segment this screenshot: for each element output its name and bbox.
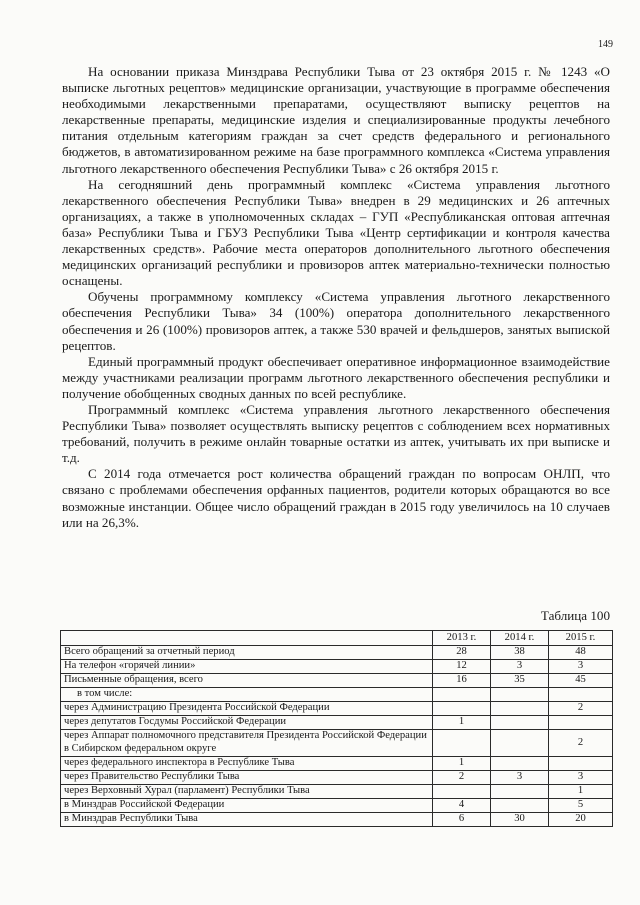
row-label: в том числе: — [61, 688, 433, 702]
paragraph: Программный комплекс «Система управления льготного лекарственного обеспечения Республики Тыва» позволяет осуществлять выписку рецептов с соблюдением всех нормативных требований, получить в режиме онлайн товарные остатки из аптек, учитывать их при выписке и т.д. — [62, 401, 610, 466]
value-2014 — [491, 785, 549, 799]
row-label: в Минздрав Республики Тыва — [61, 813, 433, 827]
body-text — [62, 64, 610, 531]
value-2014: 3 — [491, 771, 549, 785]
table-row — [61, 646, 613, 660]
value-2013: 2 — [433, 771, 491, 785]
value-2015 — [549, 688, 613, 702]
value-2015: 3 — [549, 771, 613, 785]
paragraph: На основании приказа Минздрава Республики Тыва от 23 октября 2015 г. № 1243 «О выписке льготных рецептов» медицинские организации, участвующие в программе обеспечения необходимыми лекарственными препаратами, осуществляют выписку рецептов на лекарственные препараты, медицинские изделия и специализированные продукты лечебного питания отдельным категориям граждан за счет средств федерального и регионального бюджетов, в автоматизированном режиме на базе программного комплекса «Система управления льготного лекарственного обеспечения Республики Тыва» с 26 октября 2015 г. — [62, 64, 610, 176]
table-row — [61, 771, 613, 785]
value-2014: 35 — [491, 674, 549, 688]
row-label: через депутатов Госдумы Российской Федерации — [61, 716, 433, 730]
value-2014 — [491, 799, 549, 813]
table-header-row — [61, 631, 613, 646]
value-2015: 1 — [549, 785, 613, 799]
table-row — [61, 674, 613, 688]
value-2013 — [433, 785, 491, 799]
value-2015: 48 — [549, 646, 613, 660]
table-row — [61, 799, 613, 813]
table-row — [61, 757, 613, 771]
page-number: 149 — [598, 39, 613, 50]
value-2013: 28 — [433, 646, 491, 660]
value-2013 — [433, 688, 491, 702]
row-label: через Аппарат полномочного представителя Президента Российской Федерации в Сибирском федеральном округе — [61, 730, 433, 757]
row-label: через федерального инспектора в Республике Тыва — [61, 757, 433, 771]
value-2014 — [491, 716, 549, 730]
value-2015: 5 — [549, 799, 613, 813]
value-2014 — [491, 757, 549, 771]
value-2013: 16 — [433, 674, 491, 688]
value-2015: 45 — [549, 674, 613, 688]
value-2014: 38 — [491, 646, 549, 660]
table-row — [61, 660, 613, 674]
table-row — [61, 813, 613, 827]
row-label: в Минздрав Российской Федерации — [61, 799, 433, 813]
value-2014 — [491, 702, 549, 716]
value-2013: 1 — [433, 757, 491, 771]
row-label: через Правительство Республики Тыва — [61, 771, 433, 785]
paragraph: С 2014 года отмечается рост количества обращений граждан по вопросам ОНЛП, что связано с проблемами обеспечения орфанных пациентов, родители которых обращаются во все возможные инстанции. Общее число обращений граждан в 2015 году увеличилось на 10 случаев или на 26,3%. — [62, 466, 610, 530]
value-2014 — [491, 688, 549, 702]
row-label: Всего обращений за отчетный период — [61, 646, 433, 660]
value-2013: 12 — [433, 660, 491, 674]
value-2014: 30 — [491, 813, 549, 827]
value-2013: 4 — [433, 799, 491, 813]
value-2013 — [433, 730, 491, 757]
value-2015: 2 — [549, 730, 613, 757]
value-2013: 1 — [433, 716, 491, 730]
table-row — [61, 716, 613, 730]
header-2015: 2015 г. — [549, 631, 613, 646]
header-2014: 2014 г. — [491, 631, 549, 646]
paragraph: Единый программный продукт обеспечивает оперативное информационное взаимодействие между участниками реализации программ льготного лекарственного обеспечения республики и получение обобщенных сводных данных по всей республике. — [62, 353, 610, 401]
table-row — [61, 785, 613, 799]
value-2015 — [549, 757, 613, 771]
header-2013: 2013 г. — [433, 631, 491, 646]
value-2015: 2 — [549, 702, 613, 716]
table-row — [61, 730, 613, 757]
appeals-table — [60, 630, 613, 827]
value-2014: 3 — [491, 660, 549, 674]
value-2014 — [491, 730, 549, 757]
value-2015: 3 — [549, 660, 613, 674]
row-label: через Верховный Хурал (парламент) Республики Тыва — [61, 785, 433, 799]
table-row — [61, 688, 613, 702]
paragraph: На сегодняшний день программный комплекс «Система управления льготного лекарственного обеспечения Республики Тыва» внедрен в 29 медицинских и 26 аптечных организациях, а также в уполномоченных складах – ГУП «Республиканская оптовая аптечная база» Республики Тыва и ГБУЗ Республики Тыва «Центр сертификации и контроля качества лекарственных средств». Рабочие места операторов дополнительного льготного обеспечения медицинских организаций республики и провизоров аптек материально-технически полностью оснащены. — [62, 176, 610, 289]
table-row — [61, 702, 613, 716]
value-2013: 6 — [433, 813, 491, 827]
table-caption: Таблица 100 — [540, 608, 610, 623]
row-label: На телефон «горячей линии» — [61, 660, 433, 674]
row-label: Письменные обращения, всего — [61, 674, 433, 688]
header-label-cell — [61, 631, 433, 646]
value-2015: 20 — [549, 813, 613, 827]
paragraph: Обучены программному комплексу «Система управления льготного лекарственного обеспечения Республики Тыва» 34 (100%) оператора дополнительного лекарственного обеспечения и 26 (100%) провизоров аптек, а также 530 врачей и фельдшеров, занятых выпиской рецептов. — [62, 289, 610, 353]
value-2013 — [433, 702, 491, 716]
value-2015 — [549, 716, 613, 730]
row-label: через Администрацию Президента Российской Федерации — [61, 702, 433, 716]
